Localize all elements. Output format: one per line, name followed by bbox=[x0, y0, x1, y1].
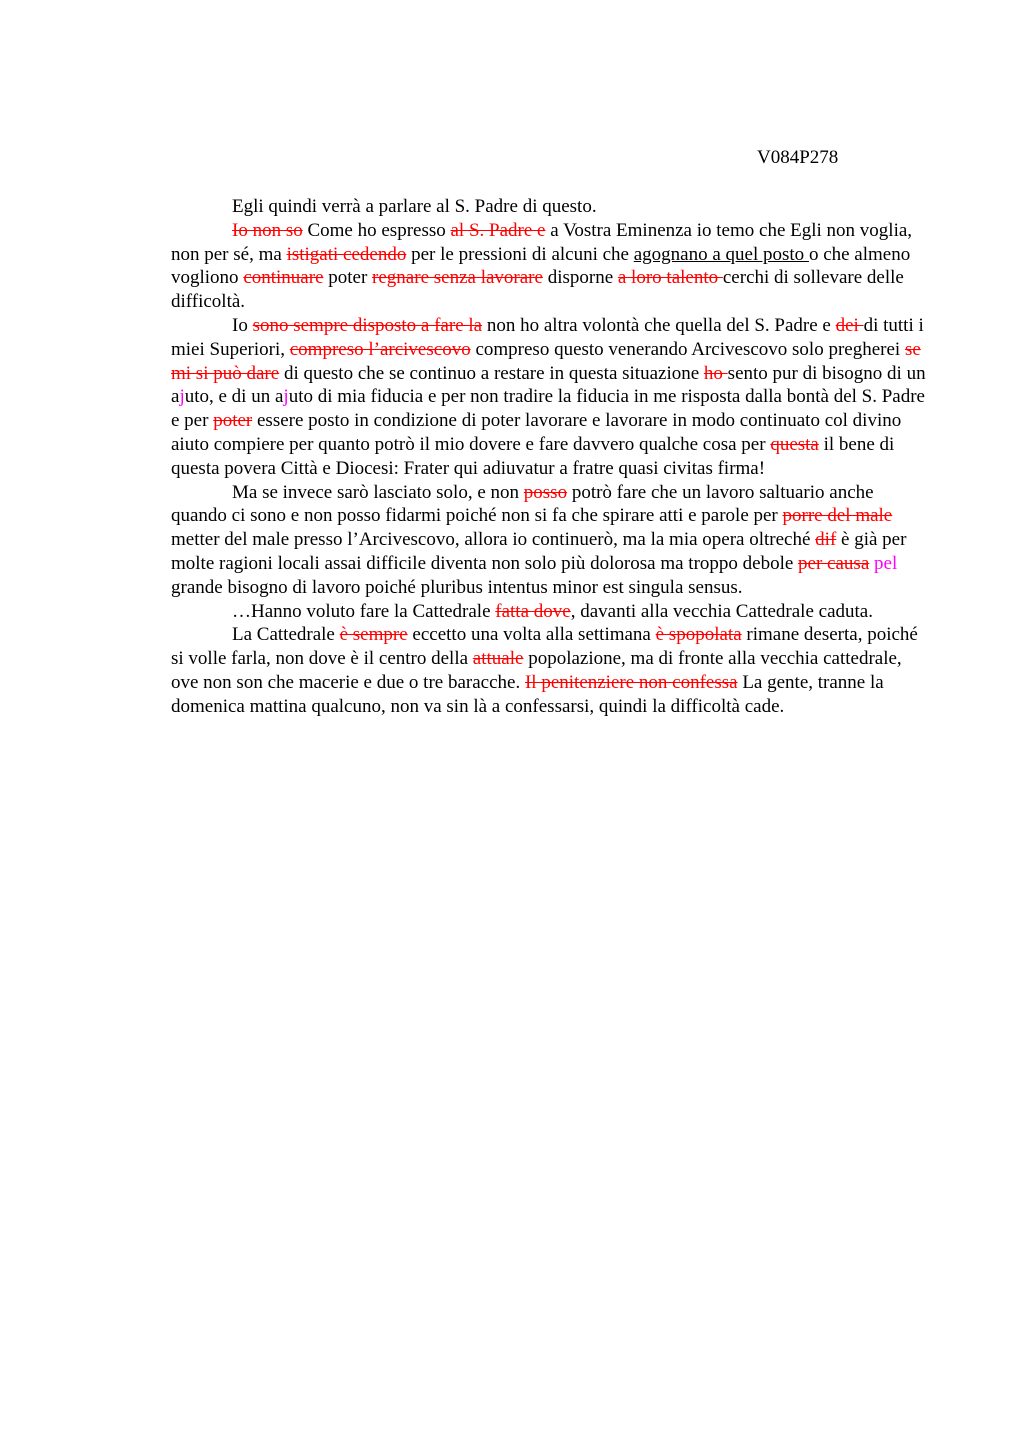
text-segment: uto, e di un a bbox=[184, 386, 284, 408]
deleted-text: attuale bbox=[472, 648, 524, 670]
paragraph bbox=[171, 219, 927, 314]
deleted-text: compreso l’arcivescovo bbox=[289, 338, 471, 360]
text-segment: potrò fare che un lavoro saltuario anche quando ci sono e non posso fidarmi poiché non si fa che spirare atti e parole per bbox=[171, 481, 874, 527]
deleted-text: è sempre bbox=[339, 624, 408, 646]
text-segment: , davanti alla vecchia Cattedrale caduta. bbox=[570, 600, 873, 622]
inserted-text: j bbox=[283, 386, 289, 408]
deleted-text: ho bbox=[703, 362, 728, 384]
paragraph bbox=[171, 195, 927, 219]
paragraph bbox=[171, 623, 927, 718]
deleted-text: regnare senza lavorare bbox=[372, 267, 543, 289]
deleted-text: fatta dove bbox=[495, 600, 571, 622]
letter-body bbox=[171, 195, 927, 719]
text-segment: o che almeno vogliono bbox=[171, 243, 911, 289]
text-segment: a Vostra Eminenza io temo che Egli non voglia, non per sé, ma bbox=[171, 219, 913, 265]
text-segment: Egli quindi verrà a parlare al S. Padre di questo. bbox=[232, 196, 597, 217]
text-segment: rimane deserta, poiché si volle farla, non dove è il centro della bbox=[171, 624, 918, 670]
text-segment: grande bisogno di lavoro poiché pluribus intentus minor est singula sensus. bbox=[171, 576, 743, 598]
text-segment: poter bbox=[323, 267, 373, 289]
deleted-text: posso bbox=[523, 481, 568, 503]
text-segment: Ma se invece sarò lasciato solo, e non bbox=[232, 481, 524, 503]
deleted-text: a loro talento bbox=[617, 267, 723, 289]
text-segment: metter del male presso l’Arcivescovo, allora io continuerò, ma la mia opera oltreché bbox=[171, 529, 816, 551]
deleted-text: per causa bbox=[798, 552, 870, 574]
deleted-text: continuare bbox=[243, 267, 324, 289]
text-segment: sento pur di bisogno di un a bbox=[171, 362, 926, 408]
text-segment: essere posto in condizione di poter lavorare e lavorare in modo continuato col divino aiuto compiere per quanto potrò il mio dovere e fare davvero qualche cosa per bbox=[171, 410, 902, 455]
deleted-text: porre del male bbox=[782, 505, 893, 527]
text-segment: di questo che se continuo a restare in questa situazione bbox=[279, 362, 704, 384]
deleted-text: dif bbox=[815, 529, 837, 551]
text-segment: Io bbox=[232, 314, 253, 336]
text-segment: La gente, tranne la domenica mattina qualcuno, non va sin là a confessarsi, quindi la difficoltà cade. bbox=[171, 671, 884, 717]
deleted-text: questa bbox=[770, 433, 819, 455]
text-segment: Come ho espresso bbox=[302, 219, 451, 241]
page-identifier: V084P278 bbox=[757, 147, 839, 168]
text-segment: il bene di questa povera Città e Diocesi: Frater qui adiuvatur a fratre quasi civitas firma! bbox=[171, 433, 895, 479]
text-segment: eccetto una volta alla settimana bbox=[407, 624, 656, 646]
deleted-text: istigati cedendo bbox=[286, 243, 407, 265]
text-segment: …Hanno voluto fare la Cattedrale bbox=[232, 600, 496, 622]
text-segment: La Cattedrale bbox=[232, 624, 340, 646]
text-segment: di tutti i miei Superiori, bbox=[171, 314, 924, 360]
deleted-text: poter bbox=[213, 410, 253, 432]
text-segment: uto di mia fiducia e per non tradire la fiducia in me risposta dalla bontà del S. Padre e per bbox=[171, 386, 925, 432]
deleted-text: se mi si può dare bbox=[171, 338, 921, 384]
inserted-text: pel bbox=[874, 552, 898, 574]
deleted-text: dei bbox=[835, 314, 864, 336]
text-segment: per le pressioni di alcuni che bbox=[406, 243, 634, 265]
text-segment: cerchi di sollevare delle difficoltà. bbox=[171, 267, 904, 313]
paragraph bbox=[171, 314, 927, 481]
paragraph bbox=[171, 481, 927, 600]
deleted-text: Il penitenziere non confessa bbox=[524, 671, 738, 693]
deleted-text: sono sempre disposto a fare la bbox=[252, 314, 483, 336]
paragraph bbox=[171, 600, 927, 624]
text-segment: non ho altra volontà che quella del S. Padre e bbox=[482, 314, 836, 336]
deleted-text: Io non so bbox=[232, 219, 303, 241]
text-segment: compreso questo venerando Arcivescovo solo pregherei bbox=[470, 338, 905, 360]
deleted-text: al S. Padre e bbox=[450, 219, 546, 241]
text-segment: popolazione, ma di fronte alla vecchia cattedrale, ove non son che macerie e due o tre baracche. bbox=[171, 648, 902, 693]
underlined-text: agognano a quel posto bbox=[633, 243, 809, 265]
text-segment: disporne bbox=[542, 267, 618, 289]
text-segment: è già per molte ragioni locali assai difficile diventa non solo più dolorosa ma troppo debole bbox=[171, 529, 907, 574]
inserted-text: j bbox=[179, 386, 185, 408]
deleted-text: è spopolata bbox=[655, 624, 742, 646]
